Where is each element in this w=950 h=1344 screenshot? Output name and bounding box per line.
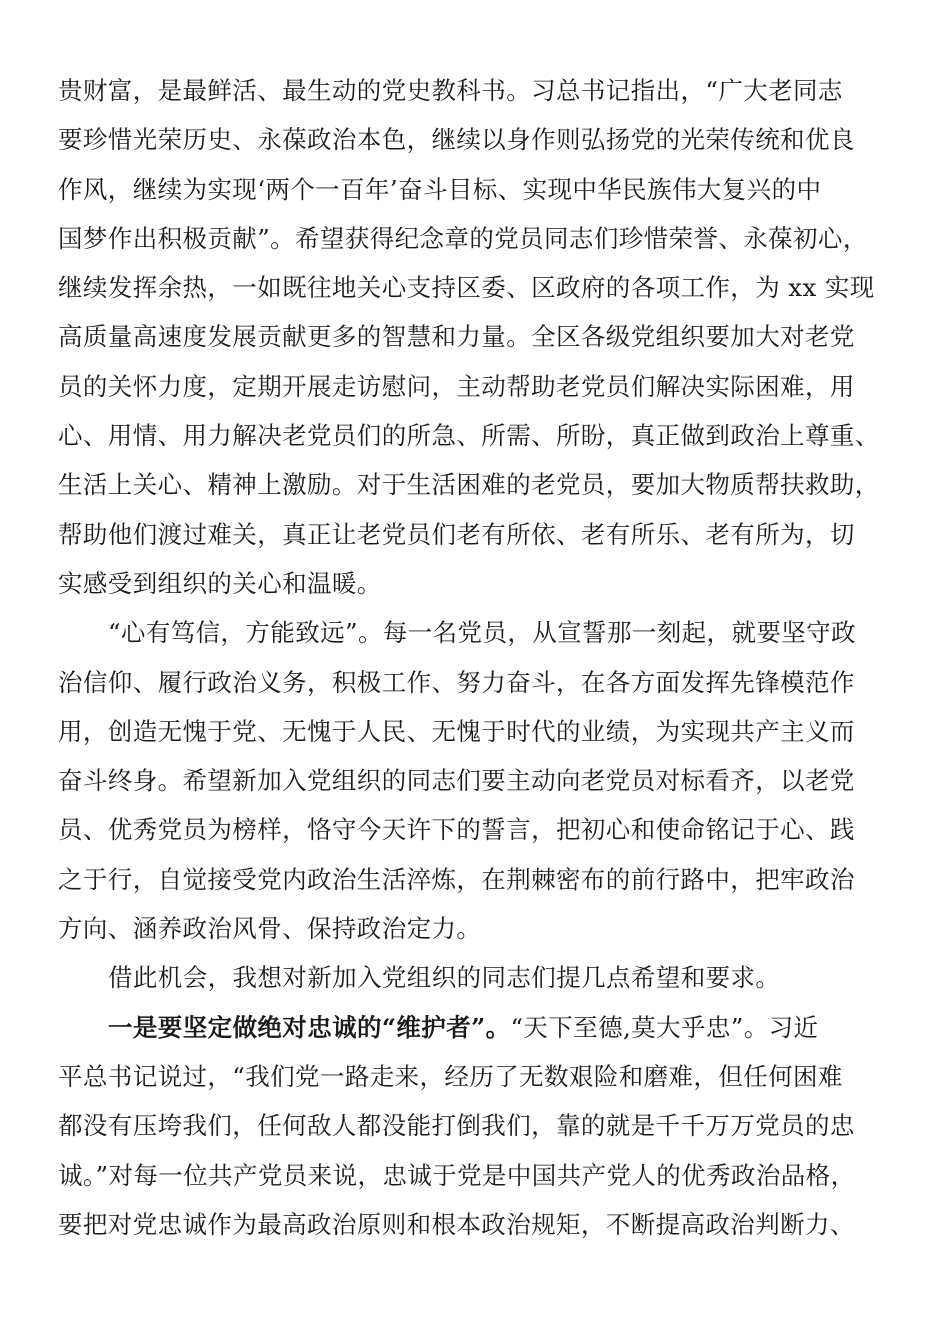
text-line: 贵财富，是最鲜活、最生动的党史教科书。习总书记指出，“广大老同志 xyxy=(58,76,843,105)
paragraph-first-line xyxy=(58,1003,888,1052)
text-line: 心、用情、用力解决老党员们的所急、所需、所盼，真正做到政治上尊重、 xyxy=(58,421,880,451)
text-line: 作风，继续为实现‘两个一百年’奋斗目标、实现中华民族伟大复兴的中 xyxy=(58,174,822,204)
text-line: 实感受到组织的关心和温暖。 xyxy=(58,568,382,598)
text-line: 平总书记说过，“我们党一路走来，经历了无数艰险和磨难，但任何困难 xyxy=(58,1061,843,1091)
text-line: 要珍惜光荣历史、永葆政治本色，继续以身作则弘扬党的光荣传统和优良 xyxy=(58,125,855,155)
text-line: 国梦作出积极贡献”。希望获得纪念章的党员同志们珍惜荣誉、永葆初心， xyxy=(58,223,868,253)
text-line: 继续发挥余热，一如既往地关心支持区委、区政府的各项工作，为 xx 实现 xyxy=(58,273,875,303)
text-line: 方向、涵养政治风骨、保持政治定力。 xyxy=(58,914,482,944)
text-line: 之于行，自觉接受党内政治生活淬炼，在荆棘密布的前行路中，把牢政治 xyxy=(58,864,855,894)
text-line: 员、优秀党员为榜样，恪守今天许下的誓言，把初心和使命铭记于心、践 xyxy=(58,815,855,845)
text-line: 奋斗终身。希望新加入党组织的同志们要主动向老党员对标看齐，以老党 xyxy=(58,766,855,796)
paragraph-first-line: 借此机会，我想对新加入党组织的同志们提几点希望和要求。 xyxy=(108,963,781,993)
text-line: 高质量高速度发展贡献更多的智慧和力量。全区各级党组织要加大对老党 xyxy=(58,322,855,352)
text-line: 帮助他们渡过难关，真正让老党员们老有所依、老有所乐、老有所为，切 xyxy=(58,519,855,549)
bold-heading: 一是要坚定做绝对忠诚的“维护者”。 xyxy=(108,1012,511,1042)
text-line: 治信仰、履行政治义务，积极工作、努力奋斗，在各方面发挥先锋模范作 xyxy=(58,667,855,697)
text-line: 要把对党忠诚作为最高政治原则和根本政治规矩，不断提高政治判断力、 xyxy=(58,1209,855,1239)
text-line: 生活上关心、精神上激励。对于生活困难的老党员，要加大物质帮扶救助， xyxy=(58,470,880,500)
heading-continuation: “天下至德,莫大乎忠”。习近 xyxy=(510,1012,819,1042)
document-body xyxy=(58,66,888,1249)
text-line: 都没有压垮我们，任何敌人都没能打倒我们，靠的就是千千万万党员的忠 xyxy=(58,1111,855,1141)
text-line: 用，创造无愧于党、无愧于人民、无愧于时代的业绩，为实现共产主义而 xyxy=(58,716,855,746)
text-line: 诚。”对每一位共产党员来说，忠诚于党是中国共产党人的优秀政治品格， xyxy=(58,1160,856,1190)
text-line: 员的关怀力度，定期开展走访慰问，主动帮助老党员们解决实际困难，用 xyxy=(58,371,855,401)
paragraph-first-line: “心有笃信，方能致远”。每一名党员，从宣誓那一刻起，就要坚守政 xyxy=(108,618,856,648)
